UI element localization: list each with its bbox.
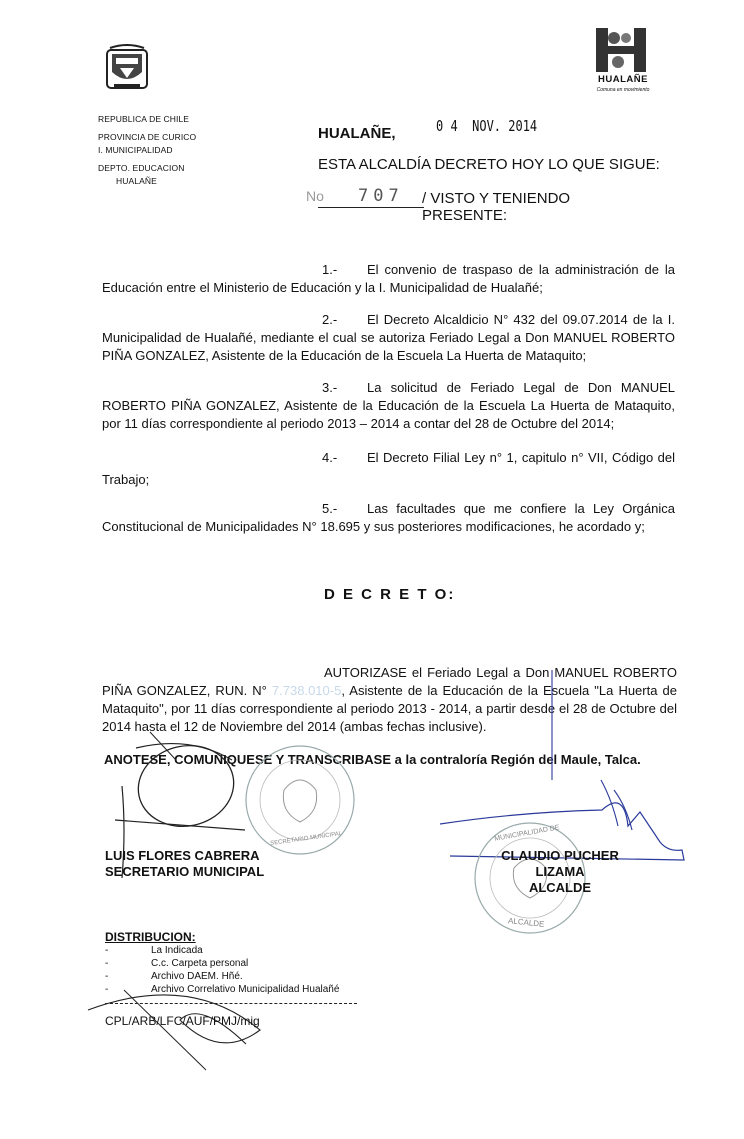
clause-rest: Constitucional de Municipalidades N° 18.695 y sus posteriores modificaciones, he acordado y; xyxy=(102,519,645,534)
header-date-stamp: 0 4 NOV. 2014 xyxy=(436,117,538,135)
stamp-right-top-label: MUNICIPALIDAD DE xyxy=(493,824,561,843)
clause-rest: Municipalidad de Hualañé, mediante el cual se autoriza Feriado Legal a Don MANUEL ROBERTO PIÑA GONZALEZ, Asistente de la Educación de la Escuela La Huerta de Mataquito; xyxy=(102,330,675,363)
hualane-logo-tagline: Comuna en movimiento xyxy=(596,87,650,93)
address-line-republica: REPUBLICA DE CHILE xyxy=(98,114,190,124)
distribution-item: - C.c. Carpeta personal xyxy=(105,958,249,969)
visto-line: / VISTO Y TENIENDO PRESENTE: xyxy=(422,190,571,224)
closing-prefix: ANOTESE, COMUNIQUESE Y TRANSCRIBASE xyxy=(104,752,392,767)
clause-rest: Trabajo; xyxy=(102,472,150,487)
clause-num: 4.- xyxy=(322,450,338,465)
distribution-title: DISTRIBUCION: xyxy=(105,930,196,944)
header-city: HUALAÑE, xyxy=(318,125,396,142)
decision-run: 7.738.010-5 xyxy=(271,683,342,698)
address-line-depto: DEPTO. EDUCACION xyxy=(98,163,185,173)
stamp-right-bottom-label: ALCALDE xyxy=(507,916,545,929)
clause-num: 3.- xyxy=(322,380,338,395)
decision-text: PIÑA GONZALEZ, RUN. N° xyxy=(102,683,267,698)
decree-number-prefix: No xyxy=(306,188,324,204)
closing-suffix: a la contraloría Región del Maule, Talca. xyxy=(391,752,641,767)
address-line-municipalidad: I. MUNICIPALIDAD xyxy=(98,145,173,155)
address-line-provincia: PROVINCIA DE CURICO xyxy=(98,132,197,142)
distribution-divider xyxy=(105,1003,357,1004)
hualane-logo-text: HUALAÑE xyxy=(598,74,648,85)
signature-right xyxy=(478,848,642,896)
distribution-list xyxy=(105,944,405,996)
clause-first-line: Las facultades que me confiere la Ley Orgánica xyxy=(367,501,675,516)
distribution-item: - Archivo Correlativo Municipalidad Hualañé xyxy=(105,984,340,995)
signatory-right-name: CLAUDIO PUCHER LIZAMA xyxy=(501,848,619,879)
signatory-left-name: LUIS FLORES CABRERA xyxy=(105,848,260,863)
decision-text-after-run: , Asistente de la Educación de la Escuela "La Huerta de Mataquito", por 11 días correspondiente al periodo 2013 - 2014, a partir desde el 28 de Octubre del 2014 hasta el 12 de Noviembre del 2014 (ambas fechas inclusive). xyxy=(102,683,677,734)
signatory-left-title: SECRETARIO MUNICIPAL xyxy=(105,864,265,879)
decreto-title: D E C R E T O: xyxy=(324,586,456,603)
clause-rest: ROBERTO PIÑA GONZALEZ, Asistente de la Educación de la Escuela La Huerta de Mataquito, por 11 días correspondiente al periodo 2013 – 2014 a contar del 28 de Octubre del 2014; xyxy=(102,398,675,431)
decree-header-line: ESTA ALCALDÍA DECRETO HOY LO QUE SIGUE: xyxy=(318,156,660,173)
distribution-initials: CPL/ARB/LFC/AUF/PMJ/mig xyxy=(105,1014,260,1028)
decision-first-line: AUTORIZASE el Feriado Legal a Don MANUEL ROBERTO xyxy=(324,665,677,680)
clause-num: 1.- xyxy=(322,262,338,277)
clause-first-line: El Decreto Alcaldicio N° 432 del 09.07.2014 de la I. xyxy=(367,312,675,327)
clause-num: 5.- xyxy=(322,501,338,516)
clause-num: 2.- xyxy=(322,312,338,327)
signature-left xyxy=(105,848,264,880)
clause-first-line: El convenio de traspaso de la administración de la xyxy=(367,262,675,277)
stamp-left-label: SECRETARIO MUNICIPAL xyxy=(269,830,343,848)
clause-rest: Educación entre el Ministerio de Educación y la I. Municipalidad de Hualañé; xyxy=(102,280,543,295)
distribution-item: - Archivo DAEM. Hñé. xyxy=(105,971,243,982)
signatory-right-title: ALCALDE xyxy=(528,880,592,895)
clause-first-line: La solicitud de Feriado Legal de Don MANUEL xyxy=(367,380,675,395)
distribution-item: - La Indicada xyxy=(105,945,203,956)
address-line-hualane: HUALAÑE xyxy=(116,176,157,186)
clause-first-line: El Decreto Filial Ley n° 1, capitulo n° VII, Código del xyxy=(367,450,675,465)
decree-number-value: 707 xyxy=(358,186,404,206)
